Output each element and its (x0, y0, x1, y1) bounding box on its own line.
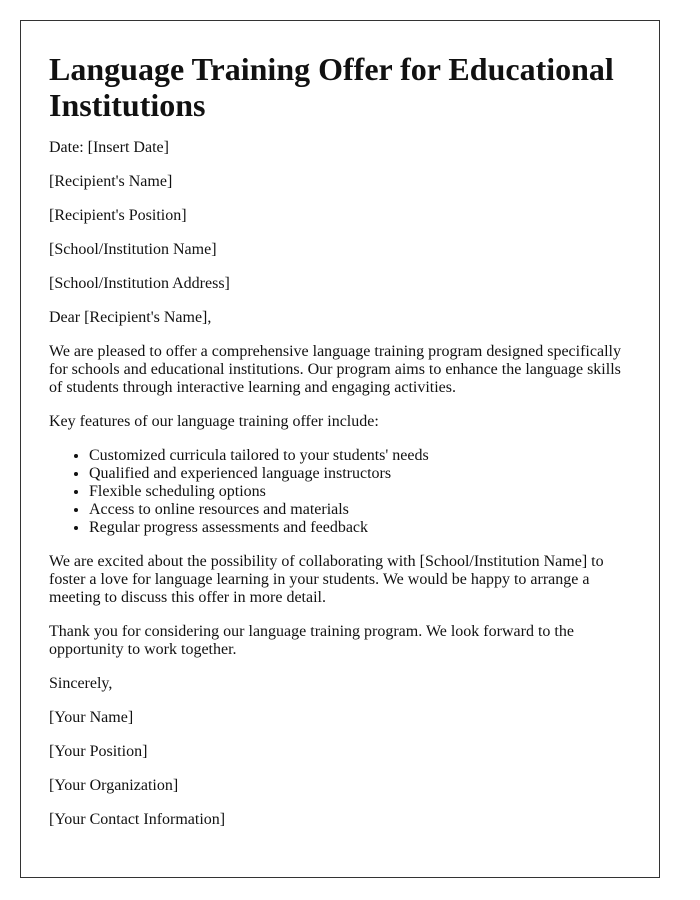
institution-address: [School/Institution Address] (49, 275, 230, 292)
features-intro: Key features of our language training offer include: (49, 413, 379, 430)
recipient-name: [Recipient's Name] (49, 173, 173, 190)
intro-paragraph: We are pleased to offer a comprehensive language training program designed specifically for schools and educational institutions. Our program aims to enhance the language skills of students through interactive learning and engaging activities. (49, 343, 621, 396)
feature-item: • Regular progress assessments and feedback (89, 519, 631, 537)
date-line: Date: [Insert Date] (49, 139, 169, 156)
letter-page (20, 20, 660, 878)
features-list (49, 447, 631, 537)
sender-position: [Your Position] (49, 743, 148, 760)
sender-name: [Your Name] (49, 709, 134, 726)
letter-title: Language Training Offer for Educational Institutions (49, 51, 614, 123)
recipient-position: [Recipient's Position] (49, 207, 187, 224)
salutation: Dear [Recipient's Name], (49, 309, 212, 326)
institution-name: [School/Institution Name] (49, 241, 217, 258)
closing: Sincerely, (49, 675, 113, 692)
feature-item: • Qualified and experienced language instructors (89, 465, 631, 483)
feature-item: • Access to online resources and materials (89, 501, 631, 519)
thanks-paragraph: Thank you for considering our language training program. We look forward to the opportunity to work together. (49, 623, 574, 658)
feature-item: • Flexible scheduling options (89, 483, 631, 501)
feature-item: • Customized curricula tailored to your students' needs (89, 447, 631, 465)
sender-contact: [Your Contact Information] (49, 811, 226, 828)
collaboration-paragraph: We are excited about the possibility of collaborating with [School/Institution Name] to foster a love for language learning in your students. We would be happy to arrange a meeting to discuss this offer in more detail. (49, 553, 604, 606)
sender-organization: [Your Organization] (49, 777, 179, 794)
